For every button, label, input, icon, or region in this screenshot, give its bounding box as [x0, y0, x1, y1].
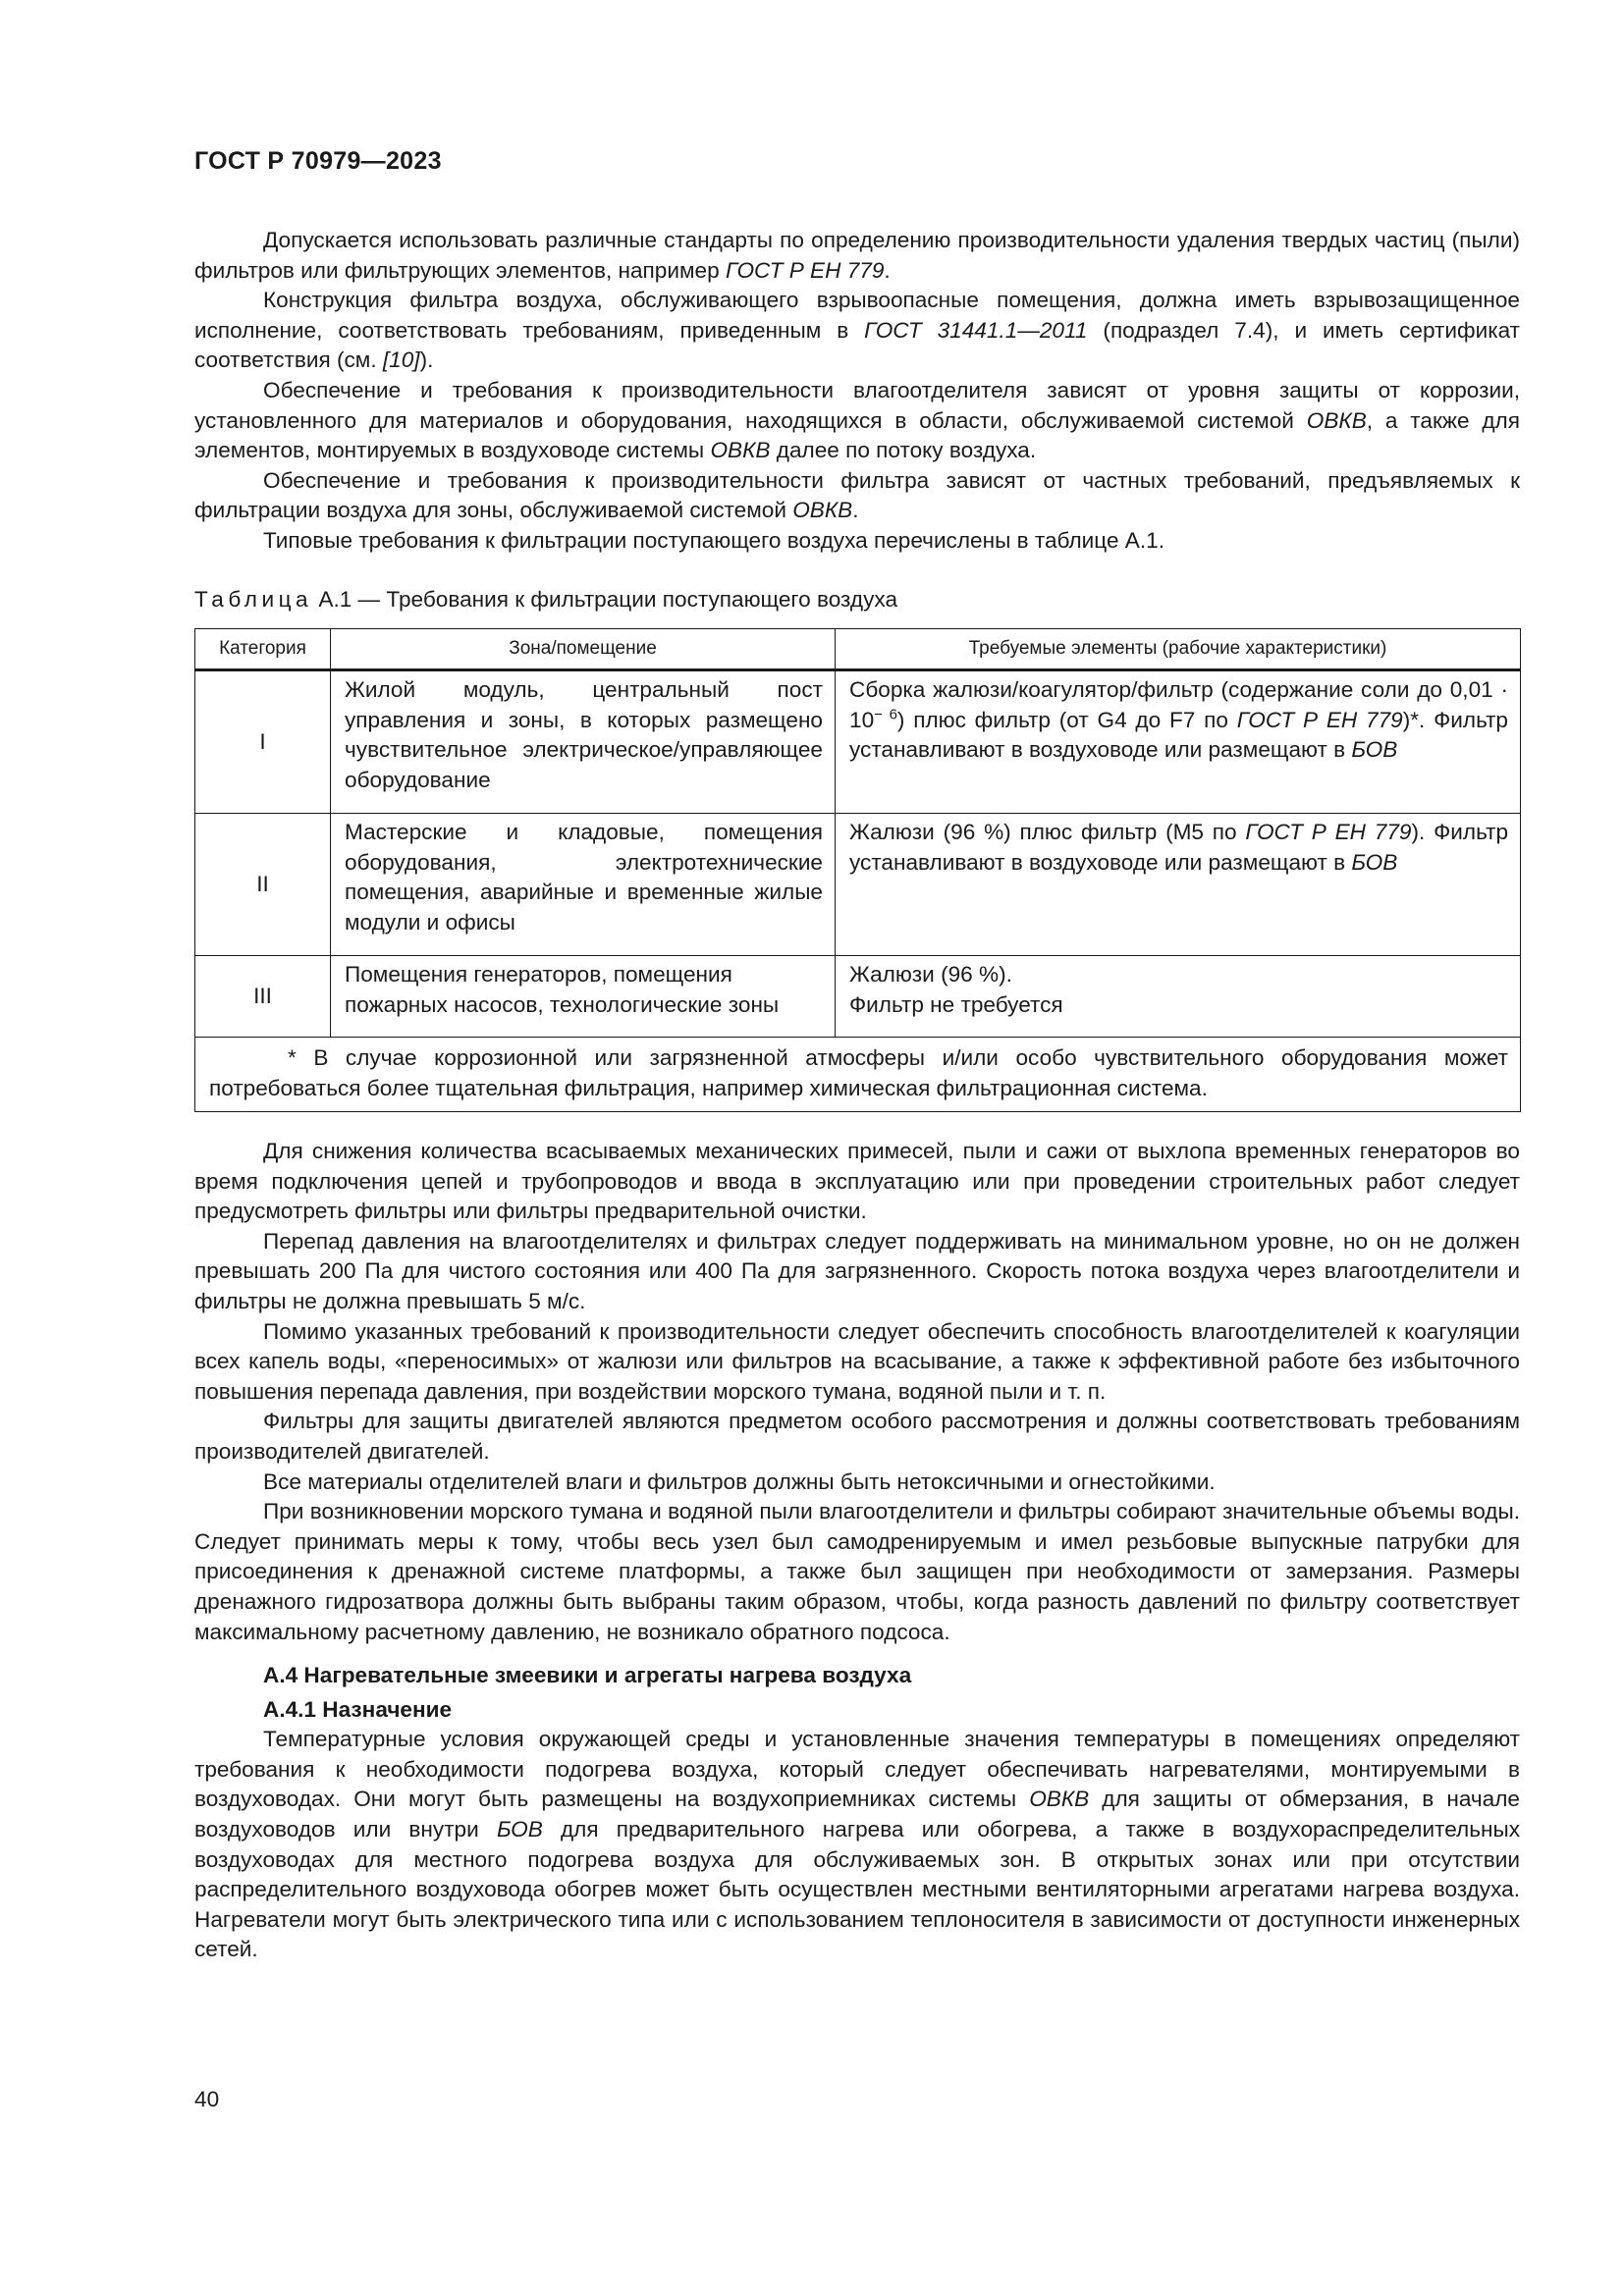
zone-cell: Жилой модуль, центральный пост управления и зоны, в которых размещено чувствительное электрическое/управляющее оборудование [331, 670, 836, 814]
paragraph: Фильтры для защиты двигателей являются предметом особого рассмотрения и должны соответствовать требованиям производителей двигателей. [194, 1409, 1520, 1464]
table-row [195, 670, 1521, 814]
table-header-row [195, 629, 1521, 670]
paragraph: Помимо указанных требований к производительности следует обеспечить способность влагоотделителей к коагуляции всех капель воды, «переносимых» от жалюзи или фильтров на всасывание, а также к эффективной работе без избыточного повышения перепада давления, при воздействии морского тумана, водяной пыли и т. п. [194, 1318, 1520, 1404]
table-footnote: * В случае коррозионной или загрязненной атмосферы и/или особо чувствительного оборудования может потребоваться более тщательная фильтрация, например химическая фильтрационная система. [195, 1038, 1521, 1112]
table-row [195, 956, 1521, 1038]
paragraph: При возникновении морского тумана и водяной пыли влагоотделители и фильтры собирают значительные объемы воды. Следует принимать меры к тому, чтобы весь узел был самодренируемым и имел резьбовые выпускные патрубки для присоединения к дренажной системе платформы, а также был защищен при необходимости от замерзания. Размеры дренажного гидрозатвора должны быть выбраны таким образом, чтобы, когда разность давлений по фильтру соответствует максимальному расчетному давлению, не возникало обратного подсоса. [194, 1499, 1520, 1644]
page-number: 40 [194, 2087, 220, 2111]
header-category: Категория [195, 629, 331, 670]
paragraph: Для снижения количества всасываемых механических примесей, пыли и сажи от выхлопа временных генераторов во время подключения цепей и трубопроводов и ввода в эксплуатацию или при проведении строительных работ следует предусмотреть фильтры или фильтры предварительной очистки. [194, 1139, 1520, 1224]
table-caption-text: А.1 — Требования к фильтрации поступающего воздуха [312, 587, 898, 612]
document-id-header: ГОСТ Р 70979—2023 [194, 147, 442, 175]
paragraph: Обеспечение и требования к производительности влагоотделителя зависят от уровня защиты от коррозии, установленного для материалов и оборудования, находящихся в области, обслуживаемой системой ОВКВ, а также для элементов, монтируемых в воздуховоде системы ОВКВ далее по потоку воздуха. [194, 377, 1520, 463]
subsection-heading: А.4.1 Назначение [263, 1696, 453, 1722]
category-cell: III [195, 956, 331, 1038]
paragraph: Обеспечение и требования к производительности фильтра зависят от частных требований, предъявляемых к фильтрации воздуха для зоны, обслуживаемой системой ОВКВ. [194, 467, 1520, 523]
requirements-cell: Жалюзи (96 %). Фильтр не требуется [836, 956, 1521, 1038]
section-heading: А.4 Нагревательные змеевики и агрегаты нагрева воздуха [263, 1663, 912, 1688]
main-text [194, 1137, 1520, 1965]
requirements-cell: Жалюзи (96 %) плюс фильтр (М5 по ГОСТ Р ЕН 779). Фильтр устанавливают в воздуховоде или размещают в БОВ [836, 814, 1521, 956]
filtration-requirements-table [194, 628, 1521, 1112]
category-cell: II [195, 814, 331, 956]
paragraph: Температурные условия окружающей среды и установленные значения температуры в помещениях определяют требования к необходимости подогрева воздуха, который следует обеспечивать нагревателями, монтируемыми в воздуховодах. Они могут быть размещены на воздухоприемниках системы ОВКВ для защиты от обмерзания, в начале воздуховодов или внутри БОВ для предварительного нагрева или обогрева, а также в воздухораспределительных воздуховодах для местного подогрева воздуха для обслуживаемых зон. В открытых зонах или при отсутствии распределительного воздуховода обогрев может быть осуществлен местными вентиляторными агрегатами нагрева воздуха. Нагреватели могут быть электрического типа или с использованием теплоносителя в зависимости от доступности инженерных сетей. [194, 1727, 1520, 1962]
paragraph: Все материалы отделителей влаги и фильтров должны быть нетоксичными и огнестойкими. [263, 1468, 1216, 1494]
intro-text [194, 226, 1520, 557]
paragraph: Перепад давления на влагоотделителях и фильтрах следует поддерживать на минимальном уровне, но он не должен превышать 200 Па для чистого состояния или 400 Па для загрязненного. Скорость потока воздуха через влагоотделители и фильтры не должна превышать 5 м/с. [194, 1228, 1520, 1313]
paragraph: Конструкция фильтра воздуха, обслуживающего взрывоопасные помещения, должна иметь взрывозащищенное исполнение, соответствовать требованиям, приведенным в ГОСТ 31441.1—2011 (подраздел 7.4), и иметь сертификат соответствия (см. [10]). [194, 288, 1521, 373]
category-cell: I [195, 670, 331, 814]
header-zone: Зона/помещение [331, 629, 836, 670]
header-requirements: Требуемые элементы (рабочие характеристики) [836, 629, 1521, 670]
zone-cell: Помещения генераторов, помещения пожарных насосов, технологические зоны [331, 956, 836, 1038]
table-caption [194, 585, 897, 614]
paragraph: Типовые требования к фильтрации поступающего воздуха перечислены в таблице А.1. [263, 527, 1164, 553]
zone-cell: Мастерские и кладовые, помещения оборудования, электротехнические помещения, аварийные и временные жилые модули и офисы [331, 814, 836, 956]
table-caption-prefix: Таблица [194, 587, 313, 612]
table-footnote-row [195, 1038, 1521, 1112]
table-row [195, 814, 1521, 956]
requirements-cell: Сборка жалюзи/коагулятор/фильтр (содержание соли до $0,01 \cdot 10^{- 6}$) плюс фильтр (от G4 до F7 по ГОСТ Р ЕН 779)*. Фильтр устанавливают в воздуховоде или размещают в БОВ [836, 670, 1521, 814]
paragraph: Допускается использовать различные стандарты по определению производительности удаления твердых частиц (пыли) фильтров или фильтрующих элементов, например ГОСТ Р ЕН 779. [194, 228, 1520, 283]
